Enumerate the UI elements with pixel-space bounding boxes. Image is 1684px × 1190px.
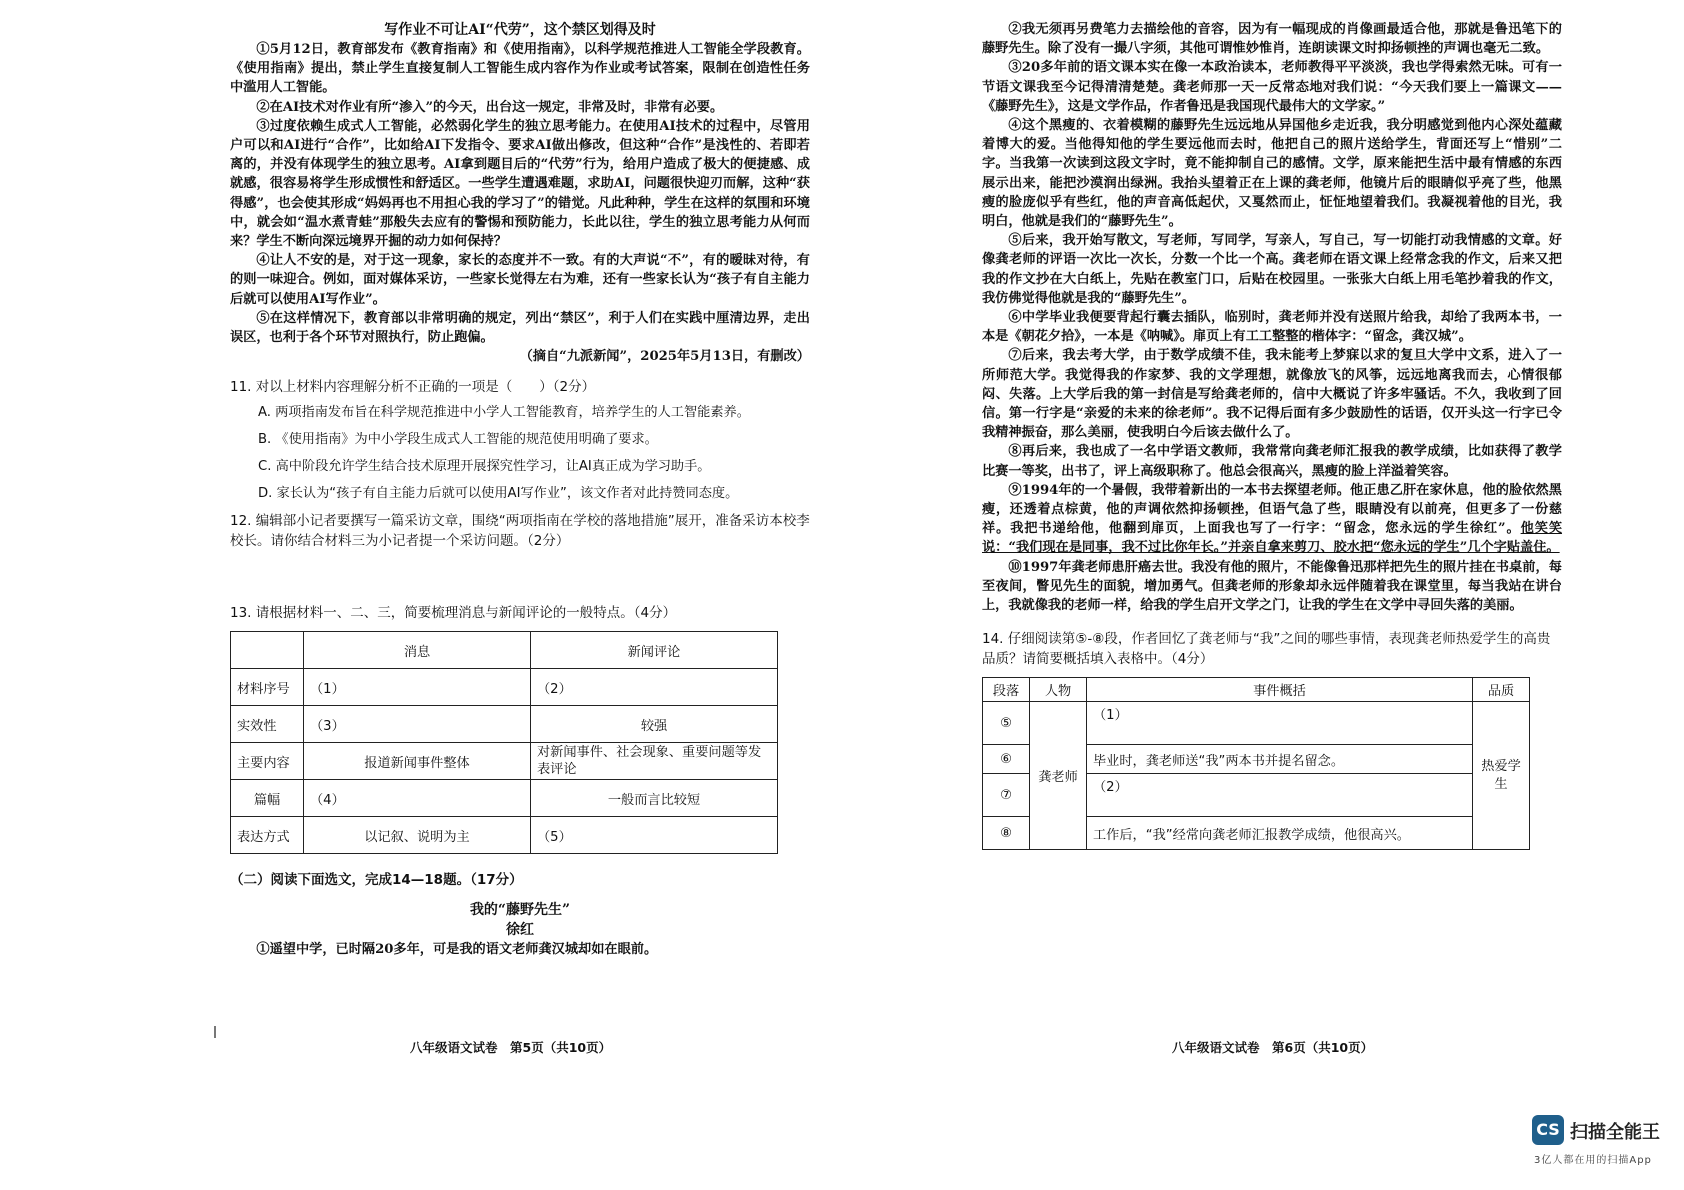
table-cell: ⑦	[983, 774, 1030, 817]
table-answer-blank[interactable]: （1）	[1087, 702, 1473, 745]
question-11-stem: 11. 对以上材料内容理解分析不正确的一项是（ ）（2分）	[230, 379, 596, 396]
story-paragraph-3: ③20多年前的语文课本实在像一本政治读本，老师教得平平淡淡，我也学得索然无味。可有一节语文课我至今记得清清楚楚。龚老师那一天一反常态地对我们说：“今天我们要上一篇课文——《藤野先生》，这是文学作品，作者鲁迅是我国现代最伟大的文学家。”	[982, 60, 1562, 114]
table-cell: 工作后，“我”经常向龚老师汇报教学成绩，他很高兴。	[1087, 817, 1473, 850]
article-paragraph-4: ④让人不安的是，对于这一现象，家长的态度并不一致。有的大声说“不”，有的暧昧对待，有的则一味迎合。例如，面对媒体采访，一些家长觉得左右为难，还有一些家长认为“孩子有自主能力后就可以使用AI写作业”。	[230, 253, 810, 307]
story-author: 徐红	[506, 922, 534, 939]
article-paragraph-2: ②在AI技术对作业有所“渗入”的今天，出台这一规定，非常及时，非常有必要。	[256, 99, 724, 115]
question-13-stem: 13. 请根据材料一、二、三，简要梳理消息与新闻评论的一般特点。（4分）	[230, 605, 677, 622]
watermark-app-name: 扫描全能王	[1570, 1122, 1660, 1143]
table-answer-blank[interactable]: （2）	[531, 669, 778, 706]
question-14-stem: 14. 仔细阅读第⑤-⑧段，作者回忆了龚老师与“我”之间的哪些事情，表现龚老师热爱学生的高贵品质？请简要概括填入表格中。（4分）	[982, 631, 1551, 668]
table-row	[231, 669, 778, 706]
table-cell: 篇幅	[231, 780, 304, 817]
table-cell: 材料序号	[231, 669, 304, 706]
story-paragraph-1: ①遥望中学，已时隔20多年，可是我的语文老师龚汉城却如在眼前。	[256, 942, 658, 958]
article-title: 写作业不可让AI“代劳”，这个禁区划得及时	[384, 22, 656, 38]
table-row	[231, 780, 778, 817]
table-cell: 龚老师	[1030, 702, 1087, 850]
story-paragraph-10: ⑩1997年龚老师患肝癌去世。我没有他的照片，不能像鲁迅那样把先生的照片挂在书桌前，每至夜间，瞥见先生的面貌，增加勇气。但龚老师的形象却永远伴随着我在课堂里，每当我站在讲台上，我就像我的老师一样，给我的学生启开文学之门，让我的学生在文学中寻回失落的美丽。	[982, 559, 1562, 614]
table-cell: 热爱学生	[1473, 702, 1530, 850]
right-column	[982, 20, 1562, 850]
left-column	[230, 20, 810, 959]
table-header-cell	[231, 632, 304, 669]
story-paragraph-6: ⑥中学毕业我便要背起行囊去插队，临别时，龚老师并没有送照片给我，却给了我两本书，一本是《朝花夕拾》，一本是《呐喊》。扉页上有工工整整的楷体字：“留念，龚汉城”。	[982, 310, 1562, 345]
underlined-quote: 他笑笑说：“我们现在是同事，我不过比你年长。”并亲自拿来剪刀、胶水把“您永远的学生”几个字贴盖住。	[982, 521, 1563, 556]
table-cell: ⑤	[983, 702, 1030, 745]
teacher-events-table	[982, 677, 1530, 850]
story-paragraph-5: ⑤后来，我开始写散文，写老师，写同学，写亲人，写自己，写一切能打动我情感的文章。好像龚老师的评语一次比一次长，分数一个比一个高。龚老师在语文课上经常念我的作文，后来又把我的作文抄在大白纸上，先贴在教室门口，后贴在校园里。一张张大白纸上用毛笔抄着我的作文，我仿佛觉得他就是我的“藤野先生”。	[982, 233, 1562, 306]
question-11-option-c: C. 高中阶段允许学生结合技术原理开展探究性学习，让AI真正成为学习助手。	[258, 459, 711, 475]
table-cell: 毕业时，龚老师送“我”两本书并提名留念。	[1087, 745, 1473, 774]
page-footer: 八年级语文试卷 第5页（共10页）	[410, 1040, 612, 1055]
table-cell: ⑧	[983, 817, 1030, 850]
table-answer-blank[interactable]: （4）	[304, 780, 531, 817]
article-paragraph-3: ③过度依赖生成式人工智能，必然弱化学生的独立思考能力。在使用AI技术的过程中，尽管用户可以和AI进行“合作”，比如给AI下发指令、要求AI做出修改，但这种“合作”是浅性的、若即若离的，并没有体现学生的独立思考。AI拿到题目后的“代劳”行为，给用户造成了极大的便捷感、成就感，很容易将学生形成惯性和舒适区。一些学生遭遇难题，求助AI，问题很快迎刃而解，这种“获得感”，也会使其形成“妈妈再也不用担心我的学习了”的错觉。凡此种种，学生在这样的氛围和环境中，就会如“温水煮青蛙”那般失去应有的警惕和预防能力，长此以往，学生的独立思考能力从何而来？学生不断向深远境界开掘的动力如何保持？	[230, 118, 810, 250]
table-answer-blank[interactable]: （1）	[304, 669, 531, 706]
table-cell: 主要内容	[231, 743, 304, 780]
table-header-row	[983, 678, 1530, 702]
table-row	[231, 743, 778, 780]
table-header-cell: 事件概括	[1087, 678, 1473, 702]
table-cell: 较强	[531, 706, 778, 743]
section-2-heading: （二）阅读下面选文，完成14—18题。（17分）	[230, 872, 523, 889]
table-row	[231, 817, 778, 854]
question-12-answer-space	[230, 551, 810, 603]
table-row	[231, 706, 778, 743]
table-cell: 一般而言比较短	[531, 780, 778, 817]
table-answer-blank[interactable]: （5）	[531, 817, 778, 854]
table-cell: 实效性	[231, 706, 304, 743]
question-12-stem: 12. 编辑部小记者要撰写一篇采访文章，围绕“两项指南在学校的落地措施”展开，准备采访本校李校长。请你结合材料三为小记者提一个采访问题。（2分）	[230, 513, 810, 550]
table-cell: 对新闻事件、社会现象、重要问题等发表评论	[531, 743, 778, 780]
news-features-table	[230, 631, 778, 854]
camscanner-watermark	[1532, 1115, 1684, 1175]
question-11-option-d: D. 家长认为“孩子有自主能力后就可以使用AI写作业”，该文作者对此持赞同态度。	[258, 486, 739, 502]
table-cell: 表达方式	[231, 817, 304, 854]
table-header-cell: 新闻评论	[531, 632, 778, 669]
story-paragraph-9-text: ⑨1994年的一个暑假，我带着新出的一本书去探望老师。他正患乙肝在家休息，他的脸依然黑瘦，还透着点棕黄，他的声调依然抑扬顿挫，但语气急了些，眼睛没有以前亮，但更多了一份慈祥。我把书递给他，他翻到扉页，上面我也写了一行字：“留念，您永远的学生徐红”。	[982, 482, 1562, 537]
table-answer-blank[interactable]: （3）	[304, 706, 531, 743]
page-6	[842, 0, 1684, 1190]
table-answer-blank[interactable]: （2）	[1087, 774, 1473, 817]
story-paragraph-8: ⑧再后来，我也成了一名中学语文教师，我常常向龚老师汇报我的教学成绩，比如获得了教学比赛一等奖，出书了，评上高级职称了。他总会很高兴，黑瘦的脸上洋溢着笑容。	[982, 444, 1562, 479]
article-source: （摘自“九派新闻”，2025年5月13日，有删改）	[519, 349, 810, 365]
table-header-cell: 消息	[304, 632, 531, 669]
article-paragraph-1: ①5月12日，教育部发布《教育指南》和《使用指南》，以科学规范推进人工智能全学段教育。《使用指南》提出，禁止学生直接复制人工智能生成内容作为作业或考试答案，限制在创造性任务中滥用人工智能。	[230, 42, 810, 96]
table-row	[983, 702, 1530, 745]
table-cell: 报道新闻事件整体	[304, 743, 531, 780]
table-header-cell: 人物	[1030, 678, 1087, 702]
story-paragraph-4: ④这个黑瘦的、衣着模糊的藤野先生远远地从异国他乡走近我，我分明感觉到他内心深处蕴藏着博大的爱。当他得知他的学生要远他而去时，他把自己的照片送给学生，背面还写上“惜别”二字。当我第一次读到这段文字时，竟不能抑制自己的感情。文学，原来能把生活中最有情感的东西展示出来，能把沙漠润出绿洲。我抬头望着正在上课的龚老师，他镜片后的眼睛似乎亮了些，他黑瘦的脸庞似乎有些红，他的声音高低起伏，又戛然而止，怔怔地望着我们。我凝视着他的目光，我明白，他就是我们的“藤野先生”。	[982, 118, 1562, 230]
watermark-tagline: 3亿人都在用的扫描App	[1534, 1155, 1652, 1166]
table-header-row	[231, 632, 778, 669]
story-paragraph-2: ②我无须再另费笔力去描绘他的音容，因为有一幅现成的肖像画最适合他，那就是鲁迅笔下的藤野先生。除了没有一撮八字须，其他可谓惟妙惟肖，连朗读课文时抑扬顿挫的声调也毫无二致。	[982, 22, 1562, 57]
table-cell: 以记叙、说明为主	[304, 817, 531, 854]
camscanner-logo-icon: CS	[1532, 1115, 1564, 1145]
table-header-cell: 段落	[983, 678, 1030, 702]
question-11-option-b: B. 《使用指南》为中小学段生成式人工智能的规范使用明确了要求。	[258, 432, 658, 448]
page-footer: 八年级语文试卷 第6页（共10页）	[1172, 1040, 1374, 1055]
question-11-option-a: A. 两项指南发布旨在科学规范推进中小学人工智能教育，培养学生的人工智能素养。	[258, 405, 750, 421]
story-paragraph-7: ⑦后来，我去考大学，由于数学成绩不佳，我未能考上梦寐以求的复旦大学中文系，进入了一所师范大学。我觉得我的作家梦、我的文学理想，就像放飞的风筝，远远地离我而去，心情很郁闷、失落。上大学后我的第一封信是写给龚老师的，信中大概说了许多牢骚话。不久，我收到了回信。第一行字是“亲爱的未来的徐老师”。我不记得后面有多少鼓励性的话语，仅开头这一行字已令我精神振奋，那么美丽，使我明白今后该去做什么了。	[982, 348, 1562, 441]
story-paragraph-9	[982, 481, 1562, 558]
table-header-cell: 品质	[1473, 678, 1530, 702]
article-paragraph-5: ⑤在这样情况下，教育部以非常明确的规定，列出“禁区”，利于人们在实践中厘清边界，走出误区，也利于各个环节对照执行，防止跑偏。	[230, 310, 810, 346]
table-cell: ⑥	[983, 745, 1030, 774]
scan-edge-mark	[214, 1026, 216, 1038]
story-title: 我的“藤野先生”	[469, 902, 571, 919]
